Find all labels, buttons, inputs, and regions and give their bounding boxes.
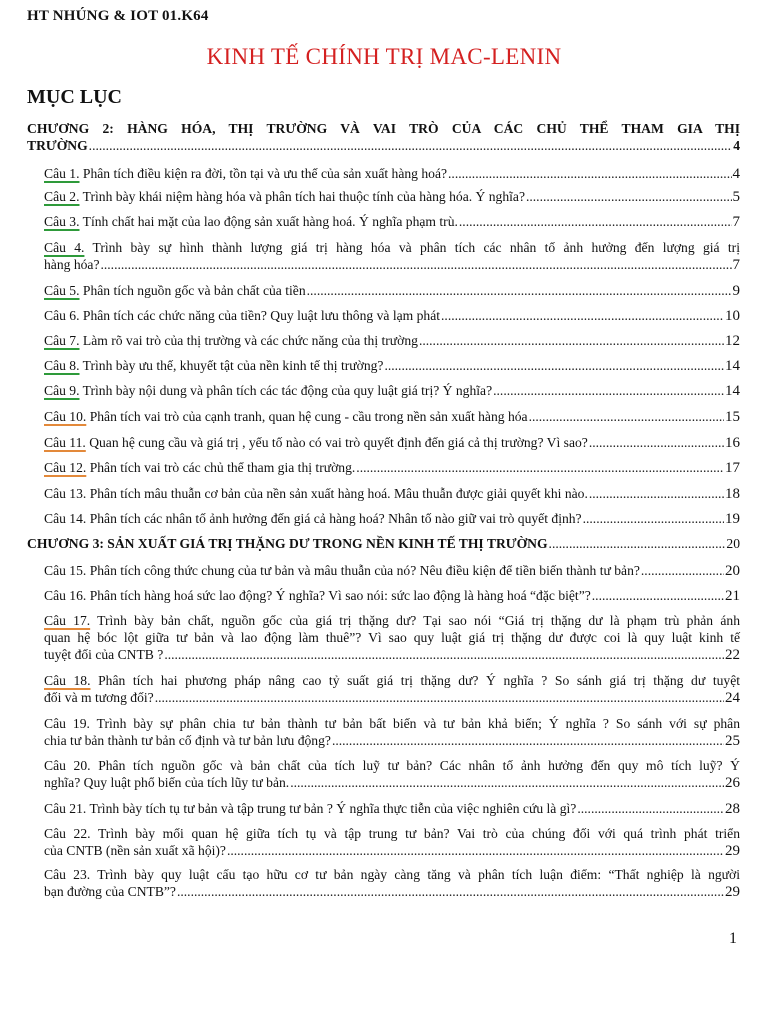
entry-text: Quan hệ cung cầu và giá trị , yếu tố nào có vai trò quyết định đến giá cả thị trường? Vì sao?	[85, 435, 588, 450]
leader-dots	[89, 137, 733, 154]
cau-label: Câu 13.	[44, 486, 87, 501]
toc-entry-cau-18[interactable]	[44, 672, 740, 707]
entry-text: hàng hóa?	[44, 257, 100, 272]
toc-entry-cau-8[interactable]	[44, 357, 740, 375]
entry-page: 18	[725, 486, 740, 502]
entry-text: Phân tích mâu thuẫn cơ bản của nền sản xuất hàng hoá. Mâu thuẫn được giải quyết khi nào.	[86, 486, 588, 501]
entry-page: 10	[725, 308, 740, 324]
cau-label: Câu 12.	[44, 460, 87, 475]
cau-label: Câu 4.	[44, 240, 85, 255]
entry-page: 29	[725, 843, 740, 859]
leader-dots	[549, 535, 726, 552]
cau-label: Câu 14.	[44, 511, 87, 526]
toc-entry-cau-10[interactable]	[44, 408, 740, 426]
entry-page: 24	[725, 690, 740, 706]
entry-text: Phân tích các nhân tố ảnh hưởng đến giá cả hàng hoá? Nhân tố nào giữ vai trò quyết định?	[86, 511, 582, 526]
entry-text: chia tư bản thành tư bản cố định và tư bản lưu động?	[44, 733, 331, 748]
entry-text-line1: Phân tích nguồn gốc và bản chất của tích luỹ tư bản? Các nhân tố ảnh hưởng đến quy mô tích luỹ? Ý	[90, 758, 740, 773]
entry-text: Phân tích vai trò các chủ thể tham gia thị trường.	[86, 460, 356, 475]
entry-page: 7	[732, 257, 740, 273]
cau-label: Câu 5.	[44, 283, 80, 298]
toc-entry-cau-21[interactable]	[44, 800, 740, 818]
toc-entry-cau-3[interactable]	[44, 213, 740, 231]
leader-dots	[155, 689, 724, 706]
document-header: HT NHÚNG & IOT 01.K64	[27, 8, 209, 24]
entry-page: 20	[725, 563, 740, 579]
entry-text: Phân tích vai trò của cạnh tranh, quan hệ cung - cầu trong nền sản xuất hàng hóa	[86, 409, 528, 424]
toc-entry-cau-20[interactable]	[44, 757, 740, 792]
toc-entry-cau-13[interactable]	[44, 485, 740, 503]
toc-entry-cau-9[interactable]	[44, 382, 740, 400]
entry-text: Phân tích các chức năng của tiền? Quy luật lưu thông và lạm phát	[79, 308, 441, 323]
entry-page: 14	[725, 383, 740, 399]
entry-text: Trình bày nội dung và phân tích các tác động của quy luật giá trị? Ý nghĩa?	[79, 383, 493, 398]
cau-label: Câu 15.	[44, 563, 87, 578]
entry-text-line1: Phân tích hai phương pháp nâng cao tỷ suất giá trị thặng dư? Ý nghĩa ? So sánh giá trị thặng dư tuyệt	[90, 673, 740, 688]
entry-text: Phân tích công thức chung của tư bản và mâu thuẫn của nó? Nêu điều kiện để tiền biến thành tư bản?	[86, 563, 640, 578]
leader-dots	[332, 732, 724, 749]
leader-dots	[177, 883, 724, 900]
entry-text: đối và m tương đối?	[44, 690, 154, 705]
entry-text-line2: quan hệ bóc lột giữa tư bản và lao động làm thuê”? Vì sao quy luật giá trị thặng dư được coi là quy luật kinh tế	[44, 630, 740, 645]
chapter-3-page: 20	[726, 536, 740, 551]
toc-entry-cau-19[interactable]	[44, 715, 740, 750]
entry-text: Phân tích điều kiện ra đời, tồn tại và ưu thế của sản xuất hàng hoá?	[79, 166, 448, 181]
cau-label: Câu 8.	[44, 358, 80, 373]
toc-entry-cau-22[interactable]	[44, 825, 740, 860]
toc-chapter-2[interactable]	[27, 120, 740, 154]
entry-text-line1: Trình bày quy luật cấu tạo hữu cơ tư bản ngày càng tăng và phân tích luận điểm: “Thất nghiệp là người	[90, 867, 740, 882]
entry-page: 29	[725, 884, 740, 900]
toc-entry-cau-4[interactable]	[44, 239, 740, 274]
entry-page: 17	[725, 460, 740, 476]
toc-entry-cau-23[interactable]	[44, 866, 740, 901]
entry-text: nghĩa? Quy luật phổ biến của tích lũy tư bản.	[44, 775, 290, 790]
entry-text: Tính chất hai mặt của lao động sản xuất hàng hoá. Ý nghĩa phạm trù.	[79, 214, 458, 229]
cau-label: Câu 17.	[44, 613, 91, 628]
leader-dots	[583, 510, 724, 527]
toc-entry-cau-14[interactable]	[44, 510, 740, 528]
entry-text-line1: Trình bày mối quan hệ giữa tích tụ và tập trung tư bản? Vai trò của chúng đối với quá trình phát triển	[90, 826, 740, 841]
entry-page: 28	[725, 801, 740, 817]
entry-page: 7	[732, 214, 740, 230]
leader-dots	[592, 587, 724, 604]
leader-dots	[290, 774, 724, 791]
entry-text: Làm rõ vai trò của thị trường và các chức năng của thị trường	[79, 333, 418, 348]
entry-page: 14	[725, 358, 740, 374]
leader-dots	[164, 646, 724, 663]
entry-text: Phân tích hàng hoá sức lao động? Ý nghĩa? Vì sao nói: sức lao động là hàng hoá “đặc biệt”?	[86, 588, 591, 603]
toc-entry-cau-5[interactable]	[44, 282, 740, 300]
entry-page: 12	[725, 333, 740, 349]
entry-page: 15	[725, 409, 740, 425]
entry-page: 16	[725, 435, 740, 451]
toc-entry-cau-6[interactable]	[44, 307, 740, 325]
toc-entry-cau-15[interactable]	[44, 562, 740, 580]
entry-page: 4	[732, 166, 740, 182]
cau-label: Câu 2.	[44, 189, 80, 204]
entry-text: tuyệt đối của CNTB ?	[44, 647, 164, 662]
toc-entry-cau-17[interactable]	[44, 612, 740, 664]
cau-label: Câu 22.	[44, 826, 91, 841]
leader-dots	[577, 800, 724, 817]
leader-dots	[227, 842, 724, 859]
entry-page: 19	[725, 511, 740, 527]
leader-dots	[589, 485, 724, 502]
cau-label: Câu 6.	[44, 308, 80, 323]
entry-text: của CNTB (nền sản xuất xã hội)?	[44, 843, 226, 858]
entry-text-line1: Trình bày bản chất, nguồn gốc của giá trị thặng dư? Tại sao nói “Giá trị thặng dư là phạm trù phản ánh	[90, 613, 740, 628]
leader-dots	[526, 188, 732, 205]
cau-label: Câu 23.	[44, 867, 91, 882]
entry-text: Phân tích nguồn gốc và bản chất của tiền	[79, 283, 306, 298]
leader-dots	[448, 165, 731, 182]
entry-text: bạn đường của CNTB”?	[44, 884, 176, 899]
leader-dots	[356, 459, 724, 476]
leader-dots	[419, 332, 724, 349]
leader-dots	[529, 408, 724, 425]
toc-entry-cau-11[interactable]	[44, 434, 740, 452]
chapter-2-page: 4	[733, 138, 740, 153]
cau-label: Câu 18.	[44, 673, 91, 688]
leader-dots	[589, 434, 724, 451]
cau-label: Câu 9.	[44, 383, 80, 398]
leader-dots	[384, 357, 724, 374]
cau-label: Câu 11.	[44, 435, 86, 450]
entry-page: 9	[732, 283, 740, 299]
toc-entry-cau-1[interactable]	[44, 165, 740, 183]
document-title: KINH TẾ CHÍNH TRỊ MAC-LENIN	[206, 44, 562, 69]
entry-text: Trình bày tích tụ tư bản và tập trung tư bản ? Ý nghĩa thực tiễn của việc nghiên cứu là gì?	[86, 801, 577, 816]
entry-text: Trình bày ưu thế, khuyết tật của nền kinh tế thị trường?	[79, 358, 384, 373]
entry-page: 22	[725, 647, 740, 663]
entry-page: 5	[732, 189, 740, 205]
entry-text-line1: Trình bày sự hình thành lượng giá trị hàng hóa và phân tích các nhân tố ảnh hưởng đến lượng giá trị	[84, 240, 740, 255]
toc-entry-cau-2[interactable]	[44, 188, 740, 206]
page-number: 1	[729, 930, 737, 947]
cau-label: Câu 10.	[44, 409, 87, 424]
chapter-2-title-line2: TRƯỜNG	[27, 138, 88, 153]
cau-label: Câu 19.	[44, 716, 90, 731]
cau-label: Câu 21.	[44, 801, 87, 816]
toc-entry-cau-7[interactable]	[44, 332, 740, 350]
cau-label: Câu 16.	[44, 588, 87, 603]
entry-page: 26	[725, 775, 740, 791]
cau-label: Câu 7.	[44, 333, 80, 348]
leader-dots	[641, 562, 724, 579]
entry-page: 25	[725, 733, 740, 749]
leader-dots	[493, 382, 724, 399]
entry-page: 21	[725, 588, 740, 604]
toc-heading: MỤC LỤC	[27, 86, 122, 108]
leader-dots	[307, 282, 732, 299]
leader-dots	[100, 256, 731, 273]
chapter-3-title: CHƯƠNG 3: SẢN XUẤT GIÁ TRỊ THẶNG DƯ TRONG NỀN KINH TẾ THỊ TRƯỜNG	[27, 536, 548, 551]
entry-text: Trình bày khái niệm hàng hóa và phân tích hai thuộc tính của hàng hóa. Ý nghĩa?	[79, 189, 525, 204]
leader-dots	[441, 307, 724, 324]
entry-text-line1: Trình bày sự phân chia tư bản thành tư bản bất biến và tư bản khả biến; Ý nghĩa ? So sánh với sự phân	[89, 716, 740, 731]
cau-label: Câu 1.	[44, 166, 80, 181]
cau-label: Câu 20.	[44, 758, 91, 773]
toc-chapter-3[interactable]	[27, 535, 740, 552]
leader-dots	[459, 213, 732, 230]
chapter-2-title-line1: CHƯƠNG 2: HÀNG HÓA, THỊ TRƯỜNG VÀ VAI TRÒ CỦA CÁC CHỦ THỂ THAM GIA THỊ	[27, 121, 740, 136]
toc-entry-cau-16[interactable]	[44, 587, 740, 605]
toc-entry-cau-12[interactable]	[44, 459, 740, 477]
cau-label: Câu 3.	[44, 214, 80, 229]
